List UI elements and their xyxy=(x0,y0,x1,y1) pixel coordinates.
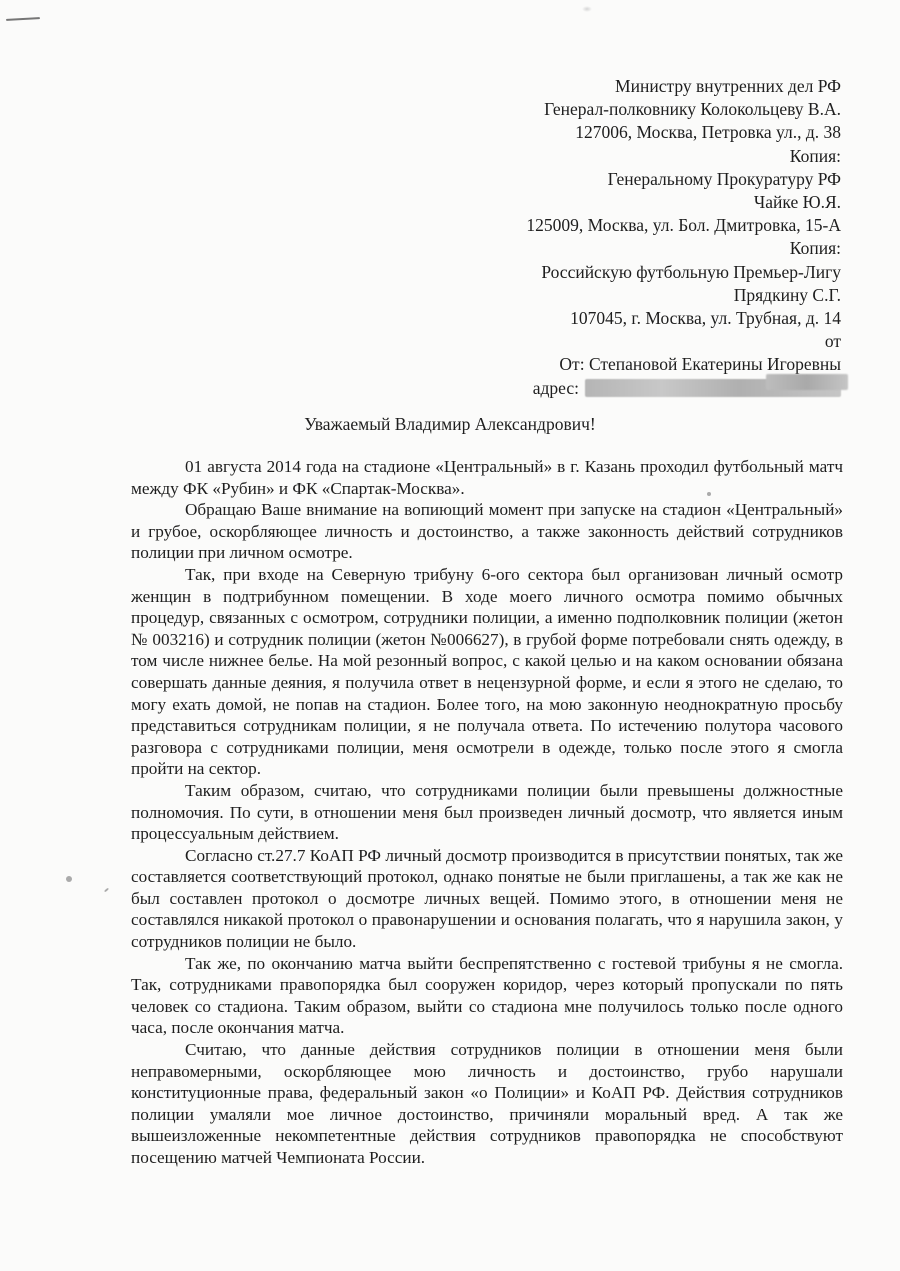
paragraph: Так же, по окончанию матча выйти беспрепятственно с гостевой трибуны я не смогла. Так, сотрудниками правопорядка был сооружен коридор, через который пропускали по пять человек со стадиона. Таким образом, выйти со стадиона мне получилось только после одного часа, после окончания матча. xyxy=(131,953,843,1038)
paragraph: Так, при входе на Северную трибуну 6-ого сектора был организован личный осмотр женщин в подтрибунном помещении. В ходе моего личного осмотра помимо обычных процедур, связанных с осмотром, сотрудники полиции, а именно подполковник полиции (жетон № 003216) и сотрудник полиции (жетон №006627), в грубой форме потребовали снять одежду, в том числе нижнее белье. На мой резонный вопрос, с какой целью и на каком основании обязана совершать данные деяния, я получила ответ в нецензурной форме, и если я этого не сделаю, то могу ехать домой, не попав на стадион. Более того, на мою законную неоднократную просьбу представиться сотрудникам полиции, я не получала ответа. По истечению полутора часового разговора с сотрудниками полиции, меня осмотрели в одежде, только после этого я смогла пройти на сектор. xyxy=(131,564,843,779)
address-label: адрес: xyxy=(532,377,579,398)
paragraph: Согласно ст.27.7 КоАП РФ личный досмотр производится в присутствии понятых, так же составляется соответствующий протокол, однако понятые не были приглашены, а так же как не был составлен протокол о досмотре личных вещей. Помимо этого, в отношении меня не составлялся никакой протокол о правонарушении и основания полагать, что я нарушила закон, у сотрудников полиции не было. xyxy=(131,845,843,952)
header-line: Генеральному Прокуратуру РФ xyxy=(607,168,841,189)
header-line: 125009, Москва, ул. Бол. Дмитровка, 15-А xyxy=(526,215,841,236)
scan-mark xyxy=(6,17,40,21)
header-line: Прядкину С.Г. xyxy=(733,284,841,305)
header-line: От: Степановой Екатерины Игоревны xyxy=(559,354,841,375)
paragraph: Считаю, что данные действия сотрудников полиции в отношении меня были неправомерными, оскорбляющее мою личность и достоинство, грубо нарушали конституционные права, федеральный закон «о Полиции» и КоАП РФ. Действия сотрудников полиции умаляли мое личное достоинство, причиняли моральный вред. А так же вышеизложенные некомпетентные действия сотрудников правопорядка не способствуют посещению матчей Чемпионата России. xyxy=(131,1040,843,1167)
header-line: 107045, г. Москва, ул. Трубная, д. 14 xyxy=(570,308,841,329)
salutation: Уважаемый Владимир Александрович! xyxy=(304,414,596,434)
addressee-block xyxy=(526,75,841,400)
header-line: Российскую футбольную Премьер-Лигу xyxy=(541,261,841,282)
scan-speck xyxy=(104,888,109,893)
redacted-address-continued xyxy=(766,374,848,390)
scan-speck xyxy=(66,876,72,882)
scan-smudge xyxy=(582,6,592,12)
letter-body xyxy=(131,456,843,1169)
paragraph: Обращаю Ваше внимание на вопиющий момент при запуске на стадион «Центральный» и грубое, оскорбляющее личность и достоинство, а также законность действий сотрудников полиции при личном осмотре. xyxy=(131,500,843,563)
header-line: Чайке Ю.Я. xyxy=(753,192,841,213)
header-line: от xyxy=(824,331,841,352)
paragraph: Таким образом, считаю, что сотрудниками полиции были превышены должностные полномочия. По сути, в отношении меня был произведен личный досмотр, что является иным процессуальным действием. xyxy=(131,780,843,844)
header-line: Генерал-полковнику Колокольцеву В.А. xyxy=(544,99,841,120)
header-line: Министру внутренних дел РФ xyxy=(615,76,841,96)
header-line: 127006, Москва, Петровка ул., д. 38 xyxy=(575,122,841,143)
paragraph: 01 августа 2014 года на стадионе «Центральный» в г. Казань проходил футбольный матч между ФК «Рубин» и ФК «Спартак-Москва». xyxy=(131,457,843,498)
header-line: Копия: xyxy=(789,145,841,166)
header-line: Копия: xyxy=(789,238,841,259)
